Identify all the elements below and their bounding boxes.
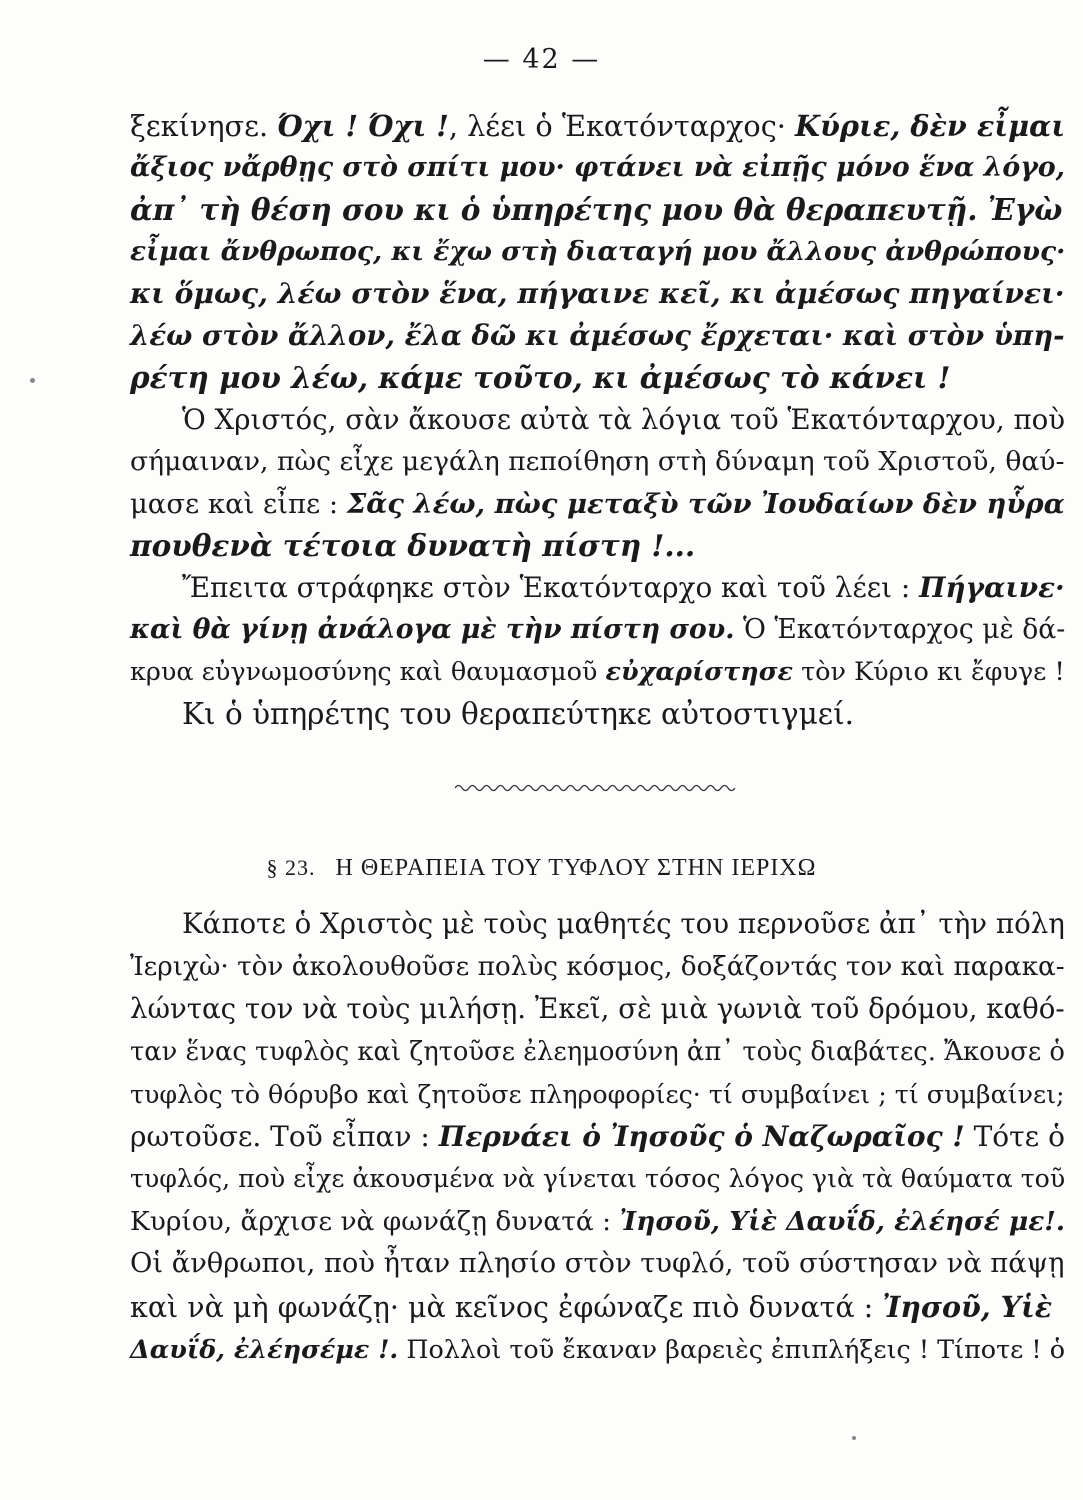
text-line (130, 1116, 1070, 1159)
emphasized-text: ρέτη μου λέω, κάμε τοῦτο, κι ἀμέσως τὸ κάνει ! (130, 360, 951, 395)
text-line (130, 105, 1070, 147)
text-line (130, 357, 1070, 399)
margin-speck (30, 378, 35, 383)
text-run: , λέει ὁ Ἑκατόνταρχος· (448, 109, 796, 143)
text-line (130, 1031, 1070, 1074)
text-run: καὶ νὰ μὴ φωνάζῃ· μὰ κεῖνος ἐφώναζε πιὸ δυνατά : (130, 1290, 883, 1324)
text-line (130, 1328, 1070, 1371)
emphasized-text: Όχι ! Όχι ! (277, 109, 449, 143)
text-line (130, 273, 1070, 315)
page-number: — 42 — (482, 44, 601, 75)
emphasized-text: λέω στὸν ἄλλον, ἔλα δῶ κι ἀμέσως ἔρχεται· καὶ στὸν ὑπη- (130, 319, 1065, 352)
text-line (130, 189, 1070, 231)
text-run: Τότε ὁ (964, 1119, 1065, 1153)
text-line (130, 1243, 1070, 1286)
section-number: § 23. (266, 855, 316, 880)
text-run: Ὁ Ἑκατόνταρχος μὲ δά- (734, 614, 1066, 645)
emphasized-text: Ἰησοῦ, Υἱὲ Δαυΐδ, ἐλέησέ με!. (619, 1205, 1066, 1237)
emphasized-text: Δαυΐδ, ἐλέησέμε !. (130, 1334, 399, 1364)
text-run: κρυα εὐγνωμοσύνης καὶ θαυμασμοῦ (130, 657, 606, 687)
section-title: Η ΘΕΡΑΠΕΙΑ ΤΟΥ ΤΥΦΛΟΥ ΣΤΗΝ ΙΕΡΙΧΩ (335, 855, 817, 881)
text-run: Κι ὁ ὑπηρέτης του θεραπεύτηκε αὐτοστιγμεί. (182, 697, 855, 731)
text-run: μασε καὶ εἶπε : (130, 489, 347, 520)
section-heading (0, 855, 1083, 882)
text-run: Ἔπειτα στράφηκε στὸν Ἑκατόνταρχο καὶ τοῦ λέει : (182, 571, 920, 604)
emphasized-text: Πήγαινε· (919, 571, 1065, 604)
text-line (130, 567, 1070, 609)
emphasized-text: Σᾶς λέω, πὼς μεταξὺ τῶν Ἰουδαίων δὲν ηὗρα (346, 488, 1065, 520)
emphasized-text: κι ὅμως, λέω στὸν ἕνα, πήγαινε κεῖ, κι ἀμέσως πηγαίνει· (130, 277, 1065, 310)
text-run: Οἱ ἄνθρωποι, ποὺ ἦταν πλησίο στὸν τυφλό, τοῦ σύστησαν νὰ πάψῃ (130, 1248, 1065, 1279)
text-line (130, 946, 1070, 989)
text-line (130, 441, 1070, 483)
text-run: τὸν Κύριο κι ἔφυγε ! (792, 657, 1065, 687)
text-run: ξεκίνησε. (130, 109, 278, 143)
text-line (130, 609, 1070, 651)
wavy-divider (455, 780, 737, 796)
section-2-text (130, 903, 1070, 1371)
emphasized-text: πουθενὰ τέτοια δυνατὴ πίστη !... (130, 528, 696, 563)
emphasized-text: ἀπ᾽ τὴ θέση σου κι ὁ ὑπηρέτης μου θὰ θεραπευτῇ. Ἐγὼ (130, 192, 1063, 227)
section-1-text (130, 105, 1070, 735)
text-run: τυφλός, ποὺ εἶχε ἀκουσμένα νὰ γίνεται τόσος λόγος γιὰ τὰ θαύματα τοῦ (130, 1164, 1066, 1193)
text-line (130, 693, 1070, 735)
text-line (130, 1201, 1070, 1244)
text-line (130, 525, 1070, 567)
emphasized-text: καὶ θὰ γίνῃ ἀνάλογα μὲ τὴν πίστη σου. (130, 614, 735, 645)
text-line (130, 483, 1070, 525)
text-line (130, 903, 1070, 946)
emphasized-text: ἄξιος νἄρθῃς στὸ σπίτι μου· φτάνει νὰ εἰπῇς μόνο ἕνα λόγο, (130, 152, 1065, 183)
text-run: Πολλοὶ τοῦ ἔκαναν βαρειὲς ἐπιπλήξεις ! Τίποτε ! ὁ (398, 1334, 1066, 1364)
text-run: Κυρίου, ἄρχισε νὰ φωνάζῃ δυνατά : (130, 1205, 620, 1237)
text-run: Ὁ Χριστός, σὰν ἄκουσε αὐτὰ τὰ λόγια τοῦ Ἑκατόνταρχου, ποὺ (182, 403, 1066, 436)
emphasized-text: Ἰησοῦ, Υἱὲ (882, 1289, 1053, 1324)
text-line (130, 651, 1070, 693)
emphasized-text: Κύριε, δὲν εἶμαι (795, 109, 1066, 143)
text-run: Κάποτε ὁ Χριστὸς μὲ τοὺς μαθητές του περνοῦσε ἀπ᾽ τὴν πόλη (182, 907, 1065, 940)
text-run: ταν ἕνας τυφλὸς καὶ ζητοῦσε ἐλεημοσύνη ἀπ᾽ τοὺς διαβάτες. Ἄκουσε ὁ (130, 1036, 1065, 1067)
emphasized-text: εὐχαρίστησε (605, 657, 793, 687)
text-run: τυφλὸς τὸ θόρυβο καὶ ζητοῦσε πληροφορίες· τί συμβαίνει ; τί συμβαίνει; (130, 1079, 1065, 1109)
text-line (130, 1073, 1070, 1116)
text-line (130, 988, 1070, 1031)
text-line (130, 1286, 1070, 1329)
text-line (130, 399, 1070, 441)
text-run: λώντας τον νὰ τοὺς μιλήσῃ. Ἐκεῖ, σὲ μιὰ γωνιὰ τοῦ δρόμου, καθό- (130, 992, 1065, 1025)
text-line (130, 315, 1070, 357)
emphasized-text: εἶμαι ἄνθρωπος, κι ἔχω στὴ διαταγή μου ἄλλους ἀνθρώπους· (130, 236, 1066, 267)
text-line (130, 1158, 1070, 1201)
margin-speck (852, 1436, 856, 1440)
text-run: σήμαιναν, πὼς εἶχε μεγάλη πεποίθηση στὴ δύναμη τοῦ Χριστοῦ, θαύ- (130, 446, 1065, 477)
text-line (130, 231, 1070, 273)
text-run: ρωτοῦσε. Τοῦ εἶπαν : (130, 1119, 439, 1153)
text-line (130, 147, 1070, 189)
text-run: Ἰεριχὼ· τὸν ἀκολουθοῦσε πολὺς κόσμος, δοξάζοντάς τον καὶ παρακα- (130, 951, 1065, 982)
emphasized-text: Περνάει ὁ Ἰησοῦς ὁ Ναζωραῖος ! (438, 1119, 965, 1153)
